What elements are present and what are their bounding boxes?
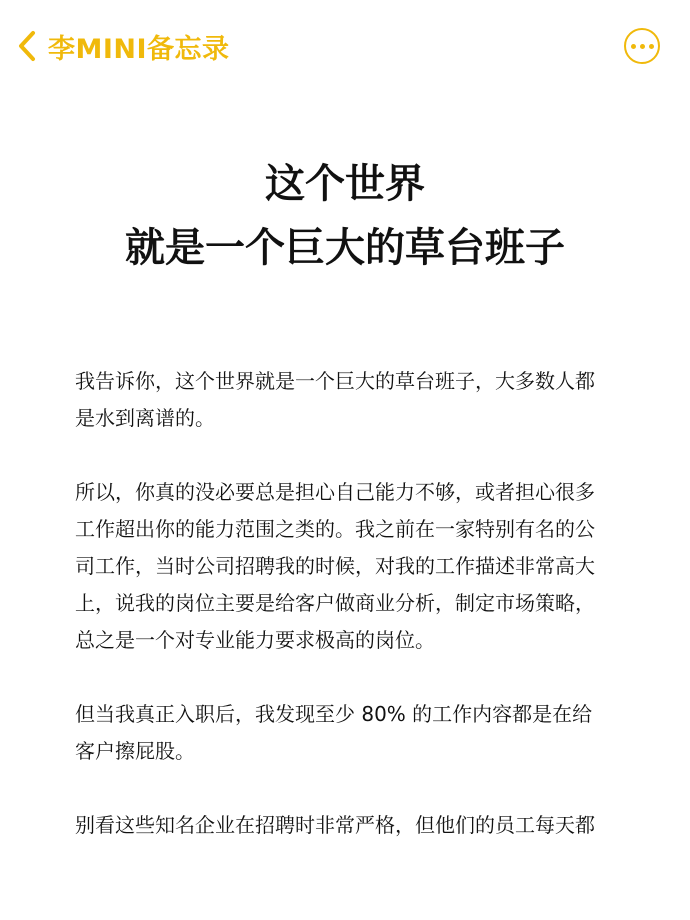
note-paragraph: 所以，你真的没必要总是担心自己能力不够，或者担心很多 工作超出你的能力范围之类的。我之前在一家特别有名的公 司工作，当时公司招聘我的时候，对我的工作描述非常高大 上，说我的岗位主要是给客户做商业分析，制定市场策略， 总之是一个对专业能力要求极高的岗位。 [75,480,595,652]
note-title-line: 就是一个巨大的草台班子 [125,225,565,271]
nav-bar [0,0,690,96]
more-dot [640,44,645,49]
note-paragraph: 但当我真正入职后，我发现至少 80% 的工作内容都是在给 客户擦屁股。 [75,702,593,763]
note-title-line: 这个世界 [265,161,425,207]
more-dot [649,44,654,49]
note-body [75,363,620,881]
note-paragraph: 我告诉你，这个世界就是一个巨大的草台班子，大多数人都 是水到离谱的。 [75,369,595,430]
back-button[interactable] [12,22,230,70]
more-button[interactable] [624,28,660,64]
chevron-left-icon [12,22,42,70]
note-title [0,152,690,280]
nav-title: 李MINI备忘录 [48,33,230,65]
note-paragraph: 别看这些知名企业在招聘时非常严格，但他们的员工每天都 [75,813,595,837]
more-dot [631,44,636,49]
